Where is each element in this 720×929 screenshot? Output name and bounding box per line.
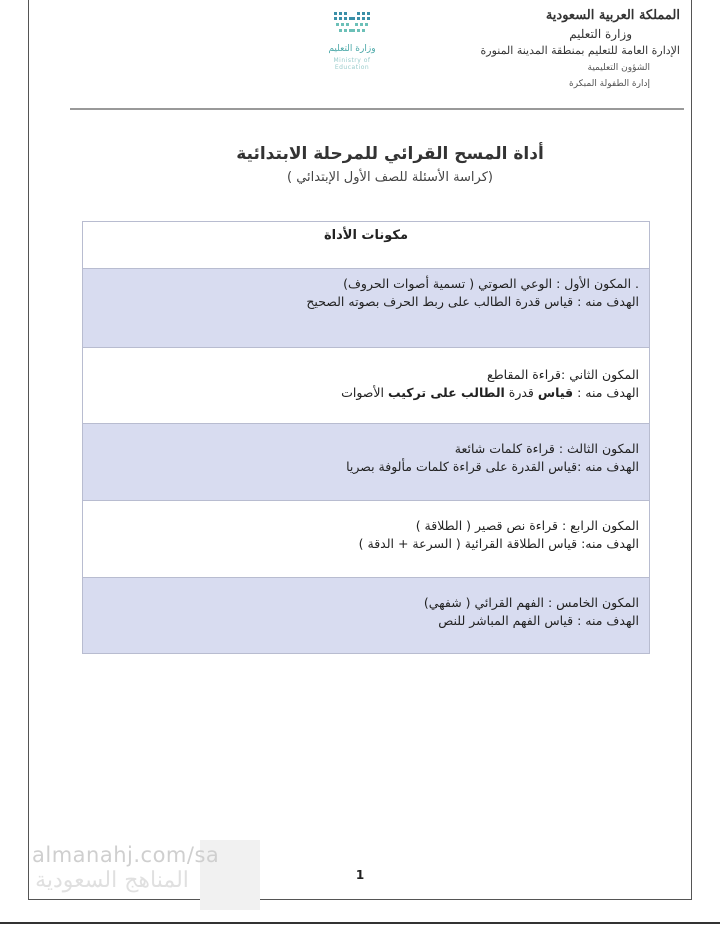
watermark-name: المناهج السعودية: [35, 868, 189, 893]
components-table: [82, 221, 650, 654]
ministry-name: وزارة التعليم: [569, 27, 632, 41]
table-header: مكونات الأداة: [323, 228, 409, 243]
logo-text: وزارة التعليم: [328, 44, 376, 54]
component-goal: الهدف منه : قياس الفهم المباشر للنص: [438, 613, 639, 628]
table-row: [83, 578, 649, 653]
table-row: [83, 501, 649, 578]
component-label: المكون الرابع : قراءة نص قصير ( الطلاقة ): [415, 518, 639, 533]
component-label: . المكون الأول : الوعي الصوتي ( تسمية أصوات الحروف): [343, 276, 639, 291]
table-row: [83, 424, 649, 501]
ministry-logo-icon: [332, 10, 372, 40]
letterhead: [470, 6, 680, 92]
ministry-logo: [318, 10, 386, 71]
watermark-url: almanahj.com/sa: [32, 843, 220, 867]
component-goal: الهدف منه: قياس الطلاقة القرائية ( السرعة + الدقة ): [358, 536, 639, 551]
goal-prefix: الهدف منه :: [573, 385, 639, 400]
goal-suffix: الأصوات: [341, 385, 388, 400]
directorate-name: الإدارة العامة للتعليم بمنطقة المدينة المنورة: [480, 44, 680, 57]
component-label: المكون الخامس : الفهم القرائي ( شفهي): [423, 595, 639, 610]
page-border-left: [28, 0, 29, 900]
goal-bold-measure: قياس: [537, 385, 574, 400]
component-goal: [93, 384, 639, 402]
document-subtitle: (كراسة الأسئلة للصف الأول الإبتدائي ): [287, 170, 493, 185]
goal-middle: قدرة: [504, 385, 538, 400]
goal-bold-student: الطالب على تركيب: [387, 385, 505, 400]
page-border-right: [691, 0, 692, 900]
affairs-name: الشؤون التعليمية: [587, 63, 650, 73]
table-row: [83, 348, 649, 424]
header-divider: [70, 108, 684, 110]
bottom-rule: [0, 922, 720, 924]
kingdom-name: المملكة العربية السعودية: [545, 8, 680, 23]
component-label: المكون الثاني :قراءة المقاطع: [487, 367, 639, 382]
department-name: إدارة الطفولة المبكرة: [569, 79, 650, 89]
component-label: المكون الثالث : قراءة كلمات شائعة: [454, 441, 639, 456]
page-number: 1: [355, 868, 365, 882]
component-goal: الهدف منه :قياس القدرة على قراءة كلمات مألوفة بصريا: [346, 459, 639, 474]
logo-subtext: Ministry of Education: [333, 57, 371, 71]
document-title: أداة المسح القرائي للمرحلة الابتدائية: [236, 144, 544, 164]
component-goal: الهدف منه : قياس قدرة الطالب على ربط الحرف بصوته الصحيح: [306, 294, 639, 309]
table-header-row: [83, 222, 649, 269]
page-border-bottom: [28, 899, 692, 900]
table-row: [83, 269, 649, 348]
